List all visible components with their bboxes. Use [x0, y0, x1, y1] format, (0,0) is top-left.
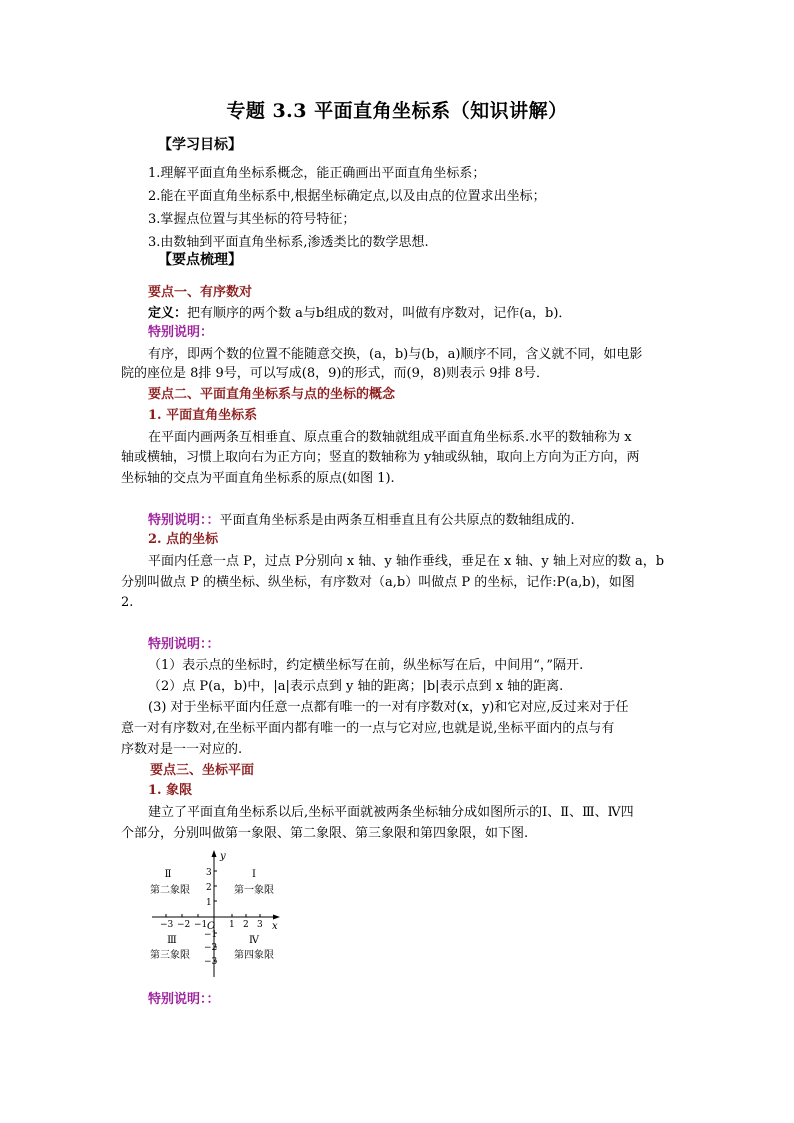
quadrant-3-numeral: Ⅲ	[167, 935, 177, 946]
point2-note-item-5: 序数对是一一对应的.	[121, 742, 243, 757]
point2-subheading-2: 2. 点的坐标	[148, 532, 219, 547]
origin-label: O	[207, 921, 216, 932]
quadrant-1-name: 第一象限	[234, 885, 274, 896]
point3-line-1: 建立了平面直角坐标系以后,坐标平面就被两条坐标轴分成如图所示的Ⅰ、Ⅱ、Ⅲ、Ⅳ四	[148, 805, 634, 820]
point1-heading: 要点一、有序数对	[148, 285, 253, 300]
quadrant-figure	[140, 845, 290, 980]
point2-note-item-4: 意一对有序数对,在坐标平面内都有唯一的一点与它对应,也就是说,坐标平面内的点与有	[121, 721, 615, 736]
definition-label: 定义：	[148, 306, 188, 321]
point1-note-line-1: 有序，即两个数的位置不能随意交换，(a，b)与(b，a)顺序不同，含义就不同，如电影	[148, 347, 643, 362]
x-tick-label: −2	[177, 920, 191, 930]
y-axis-arrow	[212, 850, 217, 857]
point3-subheading-1: 1. 象限	[148, 783, 193, 798]
point1-definition	[148, 304, 571, 324]
section-heading-points: 【要点梳理】	[158, 252, 242, 268]
point1-note-label: 特别说明：	[148, 325, 214, 340]
y-tick-label: 2	[206, 883, 212, 893]
point2-note-item-2: （2）点 P(a，b)中，|a|表示点到 y 轴的距离；|b|表示点到 x 轴的距离.	[148, 679, 564, 694]
point1-note-line-2: 院的座位是 8排 9号，可以写成(8，9)的形式，而(9，8)则表示 9排 8号．	[121, 366, 549, 381]
point3-heading: 要点三、坐标平面	[150, 763, 255, 778]
y-tick-label: −3	[204, 957, 218, 967]
quadrant-4-name: 第四象限	[234, 950, 274, 961]
x-tick-label: −1	[194, 920, 208, 930]
y-tick-label: −1	[204, 930, 218, 940]
x-tick-label: 2	[243, 920, 249, 930]
goal-item-1: 1.理解平面直角坐标系概念，能正确画出平面直角坐标系；	[148, 166, 486, 181]
note-label: 特别说明：：	[148, 513, 220, 528]
note-text: 平面直角坐标系是由两条互相垂直且有公共原点的数轴组成的.	[219, 513, 575, 528]
x-tick-label: 1	[229, 920, 235, 930]
point2-subheading-1: 1. 平面直角坐标系	[148, 408, 258, 423]
y-tick-label: 1	[206, 898, 212, 908]
definition-text: 把有顺序的两个数 a与b组成的数对，叫做有序数对，记作(a，b)．	[187, 306, 572, 321]
point2-sub2-line-2: 分别叫做点 P 的横坐标、纵坐标，有序数对（a,b）叫做点 P 的坐标，记作:P(a,b)，如图	[121, 575, 635, 590]
x-axis-label: x	[272, 921, 278, 932]
x-tick-label: −3	[160, 920, 174, 930]
page-title: 专题 3.3 平面直角坐标系（知识讲解）	[226, 100, 568, 122]
point2-sub1-line-3: 坐标轴的交点为平面直角坐标系的原点(如图 1).	[121, 471, 395, 486]
point2-note-2-label: 特别说明：：	[148, 637, 220, 652]
point2-heading: 要点二、平面直角坐标系与点的坐标的概念	[148, 387, 396, 402]
y-axis-label: y	[220, 851, 226, 862]
quadrant-4-numeral: Ⅳ	[249, 935, 259, 946]
goal-item-2: 2.能在平面直角坐标系中,根据坐标确定点,以及由点的位置求出坐标；	[148, 189, 546, 204]
x-axis-arrow	[273, 915, 280, 920]
quadrant-2-numeral: Ⅱ	[164, 869, 172, 880]
point2-note-item-1: （1）表示点的坐标时，约定横坐标写在前，纵坐标写在后，中间用“，”隔开.	[148, 658, 584, 673]
y-tick-label: −2	[204, 943, 218, 953]
point2-note-1	[148, 511, 575, 531]
point2-note-item-3: (3) 对于坐标平面内任意一点都有唯一的一对有序数对(x，y)和它对应,反过来对于任	[148, 700, 629, 715]
goal-item-4: 3.由数轴到平面直角坐标系,渗透类比的数学思想.	[148, 235, 429, 250]
point2-sub2-line-3: 2.	[121, 595, 134, 610]
point3-note-label: 特别说明：：	[148, 992, 220, 1007]
quadrant-2-name: 第二象限	[150, 885, 190, 896]
goal-item-3: 3.掌握点位置与其坐标的符号特征；	[148, 212, 356, 227]
quadrant-3-name: 第三象限	[150, 950, 190, 961]
x-tick-label: 3	[257, 920, 263, 930]
section-heading-goals: 【学习目标】	[158, 137, 242, 153]
point3-line-2: 个部分，分别叫做第一象限、第二象限、第三象限和第四象限，如下图.	[121, 826, 529, 841]
quadrant-1-numeral: Ⅰ	[252, 869, 256, 880]
point2-sub1-line-1: 在平面内画两条互相垂直、原点重合的数轴就组成平面直角坐标系.水平的数轴称为 x	[148, 430, 632, 445]
point2-sub2-line-1: 平面内任意一点 P，过点 P分别向 x 轴、y 轴作垂线，垂足在 x 轴、y 轴上对应的数 a，b	[148, 554, 665, 569]
point2-sub1-line-2: 轴或横轴，习惯上取向右为正方向；竖直的数轴称为 y轴或纵轴，取向上方向为正方向，两	[121, 450, 640, 465]
y-tick-label: 3	[206, 868, 212, 878]
